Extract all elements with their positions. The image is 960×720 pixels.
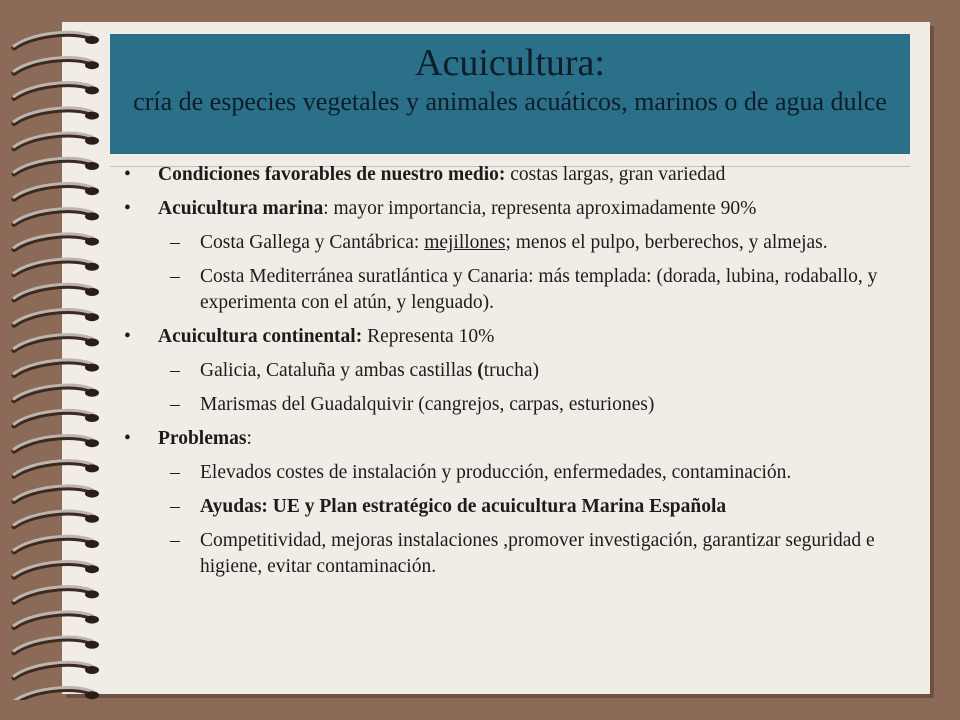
sub-list-item bbox=[118, 358, 908, 384]
binding-ring-icon bbox=[14, 410, 99, 426]
bullet-list bbox=[118, 162, 908, 588]
sub-list-item bbox=[118, 392, 908, 418]
binding-ring-icon bbox=[14, 486, 99, 502]
binding-ring-icon bbox=[14, 688, 99, 700]
binding-ring-icon bbox=[14, 108, 99, 124]
binding-ring-icon bbox=[14, 662, 99, 678]
binding-ring-icon bbox=[14, 360, 99, 376]
binding-ring-icon bbox=[14, 158, 99, 174]
item-text: : mayor importancia, representa aproximadamente 90% bbox=[323, 198, 757, 219]
list-item bbox=[118, 426, 908, 452]
sub-list-item bbox=[118, 264, 908, 316]
dash-icon: – bbox=[170, 360, 180, 381]
list-item bbox=[118, 324, 908, 350]
dash-icon: – bbox=[170, 530, 180, 551]
sub-list-item bbox=[118, 494, 908, 520]
item-text: Costa Mediterránea suratlántica y Canaria: más templada: (dorada, lubina, rodaballo, y experimenta con el atún, y lenguado). bbox=[200, 266, 878, 313]
binding-ring-icon bbox=[14, 310, 99, 326]
binding-ring-icon bbox=[14, 284, 99, 300]
item-text: Elevados costes de instalación y producción, enfermedades, contaminación. bbox=[200, 462, 792, 483]
binding-ring-icon bbox=[14, 612, 99, 628]
sub-list-item bbox=[118, 230, 908, 256]
binding-ring-icon bbox=[14, 133, 99, 149]
binding-ring-icon bbox=[14, 209, 99, 225]
item-text: Representa 10% bbox=[362, 326, 495, 347]
binding-ring-icon bbox=[14, 385, 99, 401]
item-text: costas largas, gran variedad bbox=[505, 164, 726, 185]
spiral-binding bbox=[0, 20, 110, 700]
binding-ring-icon bbox=[14, 259, 99, 275]
item-bold: ( bbox=[477, 360, 484, 381]
bullet-icon: • bbox=[124, 198, 131, 219]
item-text: : bbox=[246, 428, 252, 449]
dash-icon: – bbox=[170, 394, 180, 415]
item-heading: Ayudas: UE y Plan estratégico de acuicultura Marina Española bbox=[200, 496, 727, 517]
bullet-icon: • bbox=[124, 164, 131, 185]
binding-ring-icon bbox=[14, 637, 99, 653]
dash-icon: – bbox=[170, 496, 180, 517]
dash-icon: – bbox=[170, 266, 180, 287]
binding-ring-icon bbox=[14, 32, 99, 48]
item-text: ; menos el pulpo, berberechos, y almejas. bbox=[505, 232, 828, 253]
binding-ring-icon bbox=[14, 461, 99, 477]
bullet-icon: • bbox=[124, 428, 131, 449]
binding-ring-icon bbox=[14, 562, 99, 578]
dash-icon: – bbox=[170, 232, 180, 253]
binding-ring-icon bbox=[14, 436, 99, 452]
sub-list-item bbox=[118, 460, 908, 486]
item-text: Galicia, Cataluña y ambas castillas bbox=[200, 360, 478, 381]
item-underlined: mejillones bbox=[424, 232, 506, 253]
binding-ring-icon bbox=[14, 83, 99, 99]
item-heading: Problemas bbox=[158, 428, 247, 449]
dash-icon: – bbox=[170, 462, 180, 483]
binding-ring-icon bbox=[14, 335, 99, 351]
title-box bbox=[110, 34, 910, 154]
sub-list-item bbox=[118, 528, 908, 580]
bullet-icon: • bbox=[124, 326, 131, 347]
list-item bbox=[118, 196, 908, 222]
item-heading: Acuicultura marina bbox=[158, 198, 324, 219]
item-text: Marismas del Guadalquivir (cangrejos, carpas, esturiones) bbox=[200, 394, 655, 415]
item-text: trucha) bbox=[483, 360, 539, 381]
page-subtitle: cría de especies vegetales y animales acuáticos, marinos o de agua dulce bbox=[133, 87, 887, 116]
binding-ring-icon bbox=[14, 234, 99, 250]
item-heading: Condiciones favorables de nuestro medio: bbox=[158, 164, 506, 185]
binding-ring-icon bbox=[14, 511, 99, 527]
binding-ring-icon bbox=[14, 184, 99, 200]
binding-ring-icon bbox=[14, 58, 99, 74]
page-title: Acuicultura: bbox=[415, 42, 605, 84]
binding-ring-icon bbox=[14, 587, 99, 603]
item-heading: Acuicultura continental: bbox=[158, 326, 363, 347]
list-item bbox=[118, 162, 908, 188]
item-text: Competitividad, mejoras instalaciones ,promover investigación, garantizar seguridad e higiene, evitar contaminación. bbox=[200, 530, 875, 577]
item-text: Costa Gallega y Cantábrica: bbox=[200, 232, 425, 253]
binding-ring-icon bbox=[14, 536, 99, 552]
